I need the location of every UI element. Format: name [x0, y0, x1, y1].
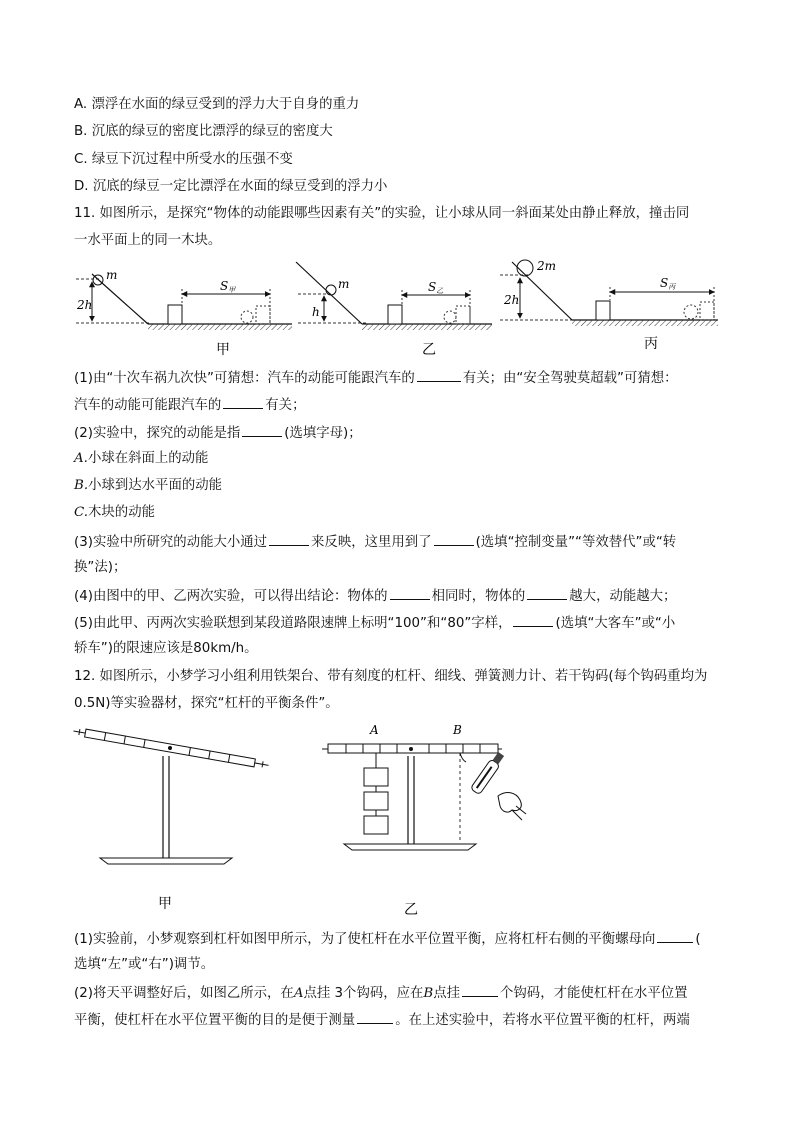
q10-option-d: D. 沉底的绿豆一定比漂浮在水面的绿豆受到的浮力小: [74, 179, 388, 194]
bing-block: [596, 301, 610, 320]
figure-lever-jia: [73, 727, 269, 864]
q11-part1-line2: 汽车的动能可能跟汽车的 有关；: [74, 395, 734, 415]
figure-yi-caption: 乙: [422, 342, 436, 358]
bing-height-label: 2h: [504, 293, 520, 307]
answer-blank[interactable]: [242, 423, 282, 437]
point-a-label: A: [370, 723, 379, 737]
stand-base: [100, 858, 232, 864]
q10-option-b: B. 沉底的绿豆的密度比漂浮的绿豆的密度大: [74, 124, 333, 139]
figure-jia-caption: 甲: [216, 342, 230, 358]
q10-option-c: C. 绿豆下沉过程中所受水的压强不变: [74, 152, 293, 167]
q12-part1-line1: (1)实验前，小梦观察到杠杆如图甲所示，为了使杠杆在水平位置平衡，应将杠杆右侧的平衡螺母向 (: [74, 929, 734, 949]
figure-lever-yi-caption: 乙: [404, 902, 418, 918]
q12-part2-line1: (2)将天平调整好后，如图乙所示，在A点挂 3个钩码，应在B点挂 个钩码，才能使杠杆在水平位置: [74, 983, 734, 1003]
hand: [498, 793, 521, 813]
yi-height-label: h: [312, 305, 320, 319]
balanced-lever: [328, 744, 498, 753]
bing-ball: [517, 260, 533, 276]
q11-part4: (4)由图中的甲、乙两次实验，可以得出结论：物体的 相同时，物体的 越大，动能越大；: [74, 586, 734, 606]
answer-blank[interactable]: [390, 586, 430, 600]
answer-blank[interactable]: [269, 532, 309, 546]
q11-part3-line2: 换”法)；: [74, 560, 127, 575]
answer-blank[interactable]: [462, 983, 498, 997]
bing-mass-label: 2m: [537, 259, 557, 273]
yi-ramp: [296, 262, 362, 324]
q12-stem-line2: 0.5N)等实验器材，探究“杠杆的平衡条件”。: [74, 696, 339, 711]
q12-figure: [70, 718, 550, 918]
jia-distance-label: S甲: [220, 279, 236, 294]
yi-distance-label: S乙: [428, 280, 444, 295]
jia-block: [168, 305, 182, 324]
bing-distance-label: S丙: [660, 276, 676, 291]
q11-stem-line2: 一水平面上的同一木块。: [74, 233, 222, 248]
point-b-label: B: [453, 723, 462, 737]
answer-blank[interactable]: [527, 586, 567, 600]
q11-option-b: B.小球到达水平面的动能: [74, 478, 223, 493]
answer-blank[interactable]: [434, 532, 474, 546]
q11-part5-line2: 轿车”)的限速应该是80km/h。: [74, 641, 258, 656]
q11-stem-line1: 11. 如图所示，是探究“物体的动能跟哪些因素有关”的实验，让小球从同一斜面某处由静止释放，撞击同: [74, 206, 690, 221]
q11-option-a: A.小球在斜面上的动能: [74, 451, 209, 466]
q11-part2: (2)实验中，探究的动能是指 (选填字母)；: [74, 423, 734, 443]
answer-blank[interactable]: [513, 613, 553, 627]
figure-yi: [296, 262, 492, 330]
q11-part1-line1: (1)由“十次车祸九次快”可猜想：汽车的动能可能跟汽车的 有关；由“安全驾驶莫超载”可猜想：: [74, 368, 734, 388]
figure-lever-jia-caption: 甲: [158, 896, 172, 912]
figure-bing-caption: 丙: [644, 336, 658, 352]
q10-option-a: A. 漂浮在水面的绿豆受到的浮力大于自身的重力: [74, 97, 360, 112]
q11-part5-line1: (5)由此甲、丙两次实验联想到某段道路限速牌上标明“100”和“80”字样， (选填“大客车”或“小: [74, 613, 734, 633]
jia-mass-label: m: [106, 268, 118, 282]
q11-part3-line1: (3)实验中所研究的动能大小通过 来反映，这里用到了 (选填“控制变量”“等效替代”或“转: [74, 532, 734, 552]
tilted-lever: [73, 727, 269, 769]
figure-jia: [76, 268, 292, 330]
q12-stem-line1: 12. 如图所示，小梦学习小组利用铁架台、带有刻度的杠杆、细线、弹簧测力计、若干钩码(每个钩码重均为: [74, 669, 708, 684]
hook-weight: [364, 768, 388, 786]
q12-part2-line2: 平衡，使杠杆在水平位置平衡的目的是便于测量 。在上述实验中，若将水平位置平衡的杠杆，两端: [74, 1010, 734, 1030]
jia-ramp: [92, 274, 148, 324]
q11-figure: [70, 254, 730, 362]
jia-height-label: 2h: [77, 298, 93, 312]
answer-blank[interactable]: [657, 929, 693, 943]
figure-bing: [500, 259, 718, 326]
hook-weight: [364, 792, 388, 810]
hook-weight: [364, 816, 388, 834]
figure-lever-yi: [322, 723, 526, 850]
answer-blank[interactable]: [357, 1010, 393, 1024]
answer-blank[interactable]: [223, 395, 263, 409]
yi-mass-label: m: [338, 277, 350, 291]
answer-blank[interactable]: [417, 368, 461, 382]
q12-part1-line2: 选填“左”或“右”)调节。: [74, 957, 215, 972]
q11-option-c: C.木块的动能: [74, 505, 155, 520]
yi-block: [388, 305, 402, 324]
spring-scale: [470, 751, 505, 795]
